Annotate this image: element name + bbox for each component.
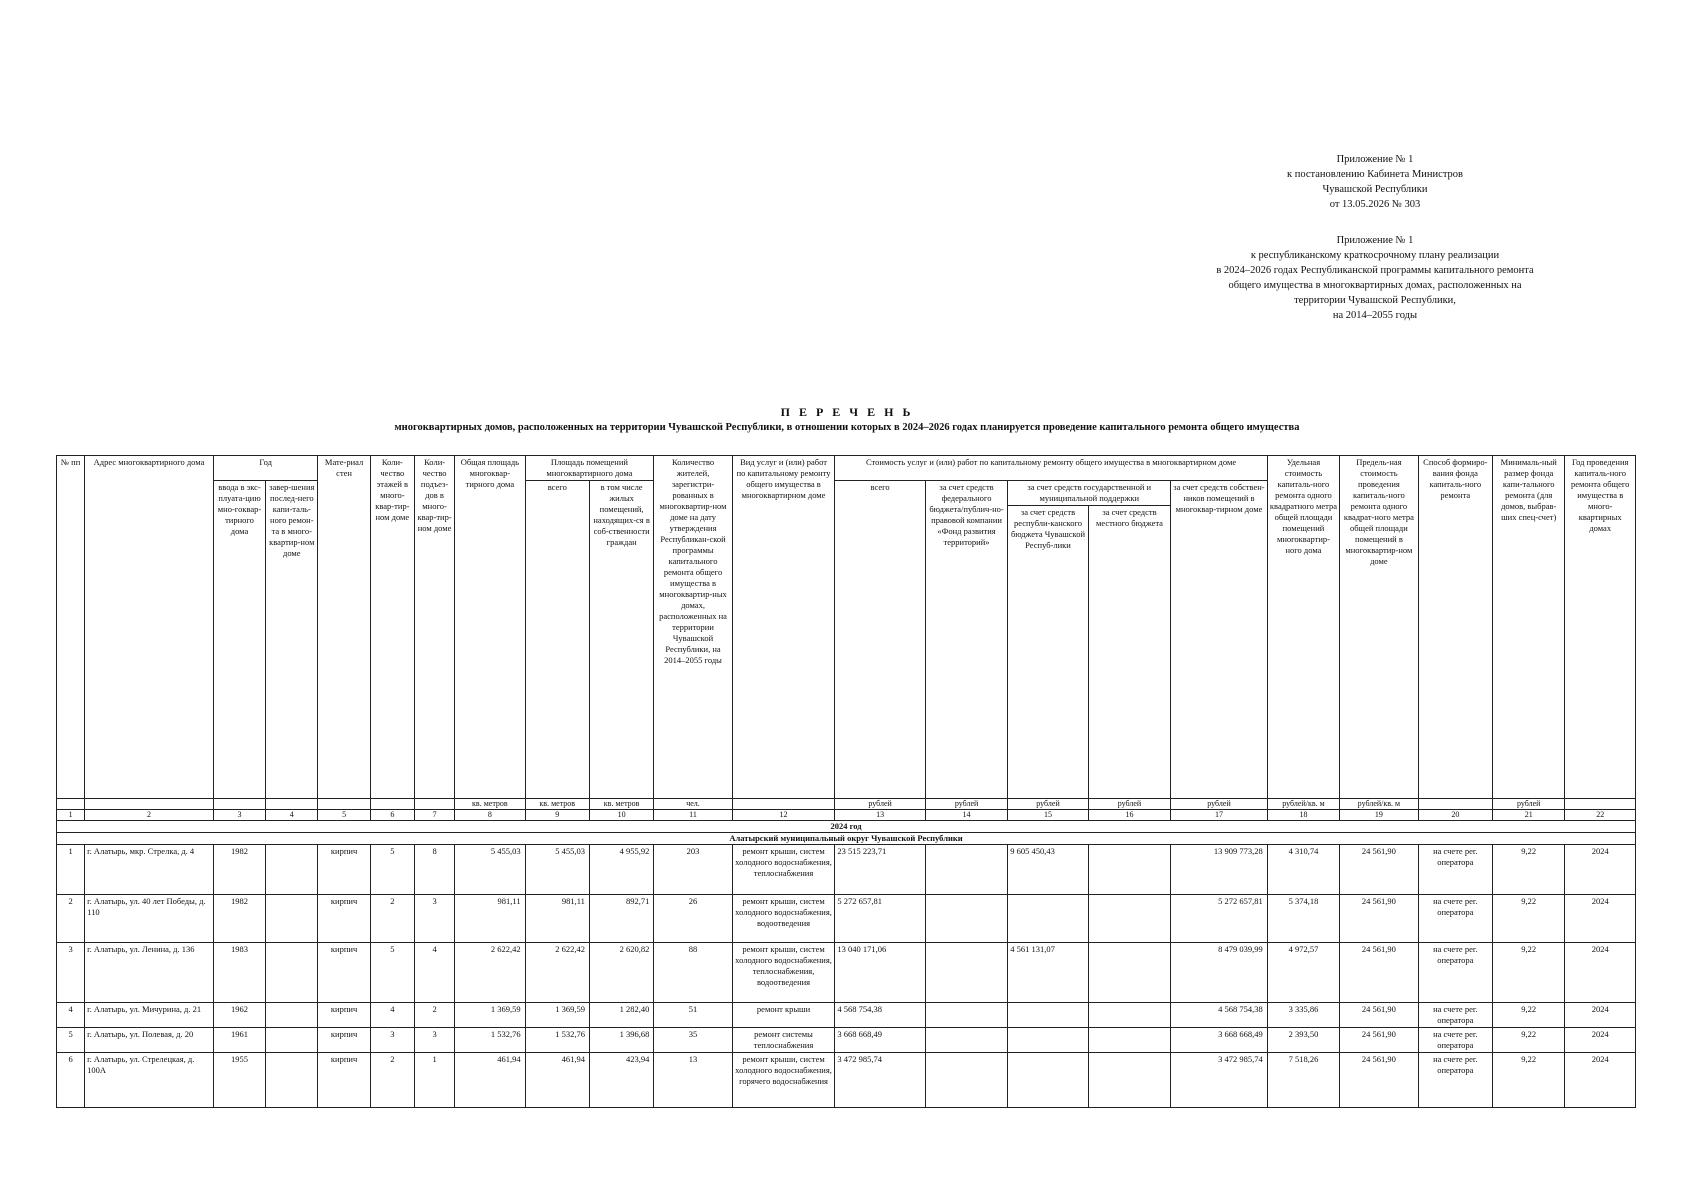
- column-number: 18: [1267, 810, 1339, 821]
- column-numbers-row: [57, 810, 1636, 821]
- header-premises-area: Площадь помещений многоквартирного дома: [525, 456, 654, 481]
- row-work-type: ремонт крыши, систем холодного водоснабжения, теплоснабжения, водоотведения: [732, 943, 835, 1003]
- row-cost-federal: [925, 1053, 1007, 1108]
- row-fund-method: на счете рег. оператора: [1418, 1028, 1492, 1053]
- header-address: Адрес многоквартирного дома: [85, 456, 214, 799]
- year-section-row: [57, 821, 1636, 833]
- appendix1-line: Чувашской Республики: [1322, 184, 1428, 195]
- header-cost-owners: за счет средств собствен-ников помещений в многоквар-тирном доме: [1171, 481, 1268, 799]
- appendix2-line: к республиканскому краткосрочному плану реализации: [1250, 250, 1500, 261]
- row-cost-local: [1088, 895, 1170, 943]
- row-premises-residential: 892,71: [589, 895, 653, 943]
- row-fund-method: на счете рег. оператора: [1418, 1003, 1492, 1028]
- header-num: № пп: [57, 456, 85, 799]
- row-work-type: ремонт крыши, систем холодного водоснабжения, водоотведения: [732, 895, 835, 943]
- unit-cost-federal: рублей: [925, 799, 1007, 810]
- row-unit-cost: 4 310,74: [1267, 845, 1339, 895]
- appendix-to-plan: [1150, 233, 1600, 323]
- row-total-area: 981,11: [455, 895, 525, 943]
- row-floors: 5: [370, 943, 414, 1003]
- row-max-cost: 24 561,90: [1340, 1028, 1418, 1053]
- header-cost: Стоимость услуг и (или) работ по капитальному ремонту общего имущества в многоквартирном доме: [835, 456, 1267, 481]
- column-number: 21: [1493, 810, 1565, 821]
- row-cost-local: [1088, 943, 1170, 1003]
- header-cost-federal: за счет средств федерального бюджета/публич-но-правовой компании «Фонд развития территорий»: [925, 481, 1007, 799]
- column-number: 9: [525, 810, 589, 821]
- column-number: 10: [589, 810, 653, 821]
- row-wall-material: кирпич: [318, 1053, 370, 1108]
- column-number: 8: [455, 810, 525, 821]
- column-number: 16: [1088, 810, 1170, 821]
- row-max-cost: 24 561,90: [1340, 895, 1418, 943]
- row-floors: 2: [370, 1053, 414, 1108]
- row-year-last-repair: [266, 943, 318, 1003]
- row-cost-federal: [925, 845, 1007, 895]
- row-cost-owners: 8 479 039,99: [1171, 943, 1268, 1003]
- column-number: 2: [85, 810, 214, 821]
- appendix2-line: на 2014–2055 годы: [1332, 310, 1418, 321]
- header-residents: Количество жителей, зарегистри-рованных в многоквартир-ном доме на дату утверждения Республикан-ской программы капитального ремонта общего имущества в многоквартир-ных домах, расположенных на территории Чувашской Республики, на 2014–2055 годы: [654, 456, 732, 799]
- row-unit-cost: 4 972,57: [1267, 943, 1339, 1003]
- row-cost-total: 3 668 668,49: [835, 1028, 926, 1053]
- row-fund-method: на счете рег. оператора: [1418, 895, 1492, 943]
- unit-cost-republic: рублей: [1008, 799, 1088, 810]
- row-cost-total: 5 272 657,81: [835, 895, 926, 943]
- row-cost-owners: 13 909 773,28: [1171, 845, 1268, 895]
- row-repair-year: 2024: [1565, 1053, 1636, 1108]
- row-year-built: 1982: [213, 845, 265, 895]
- header-entrances: Коли-чество подъез-дов в много-квар-тир-ном доме: [414, 456, 454, 799]
- appendix1-line: от 13.05.2026 № 303: [1329, 199, 1421, 210]
- header-total-area: Общая площадь многоквар-тирного дома: [455, 456, 525, 799]
- row-year-last-repair: [266, 1003, 318, 1028]
- row-floors: 2: [370, 895, 414, 943]
- row-cost-total: 3 472 985,74: [835, 1053, 926, 1108]
- row-unit-cost: 5 374,18: [1267, 895, 1339, 943]
- header-year: Год: [213, 456, 318, 481]
- table-row: [57, 1028, 1636, 1053]
- header-year-last-repair: завер-шения послед-него капи-таль-ного ремон-та в много-квартир-ном доме: [266, 481, 318, 799]
- row-max-cost: 24 561,90: [1340, 1053, 1418, 1108]
- row-cost-owners: 5 272 657,81: [1171, 895, 1268, 943]
- row-floors: 5: [370, 845, 414, 895]
- row-min-contribution: 9,22: [1493, 845, 1565, 895]
- header-year-built: ввода в экс-плуата-цию мно-гоквар-тирного дома: [213, 481, 265, 799]
- row-wall-material: кирпич: [318, 943, 370, 1003]
- district-section-row: [57, 833, 1636, 845]
- row-cost-federal: [925, 1028, 1007, 1053]
- row-premises-residential: 1 282,40: [589, 1003, 653, 1028]
- row-cost-owners: 3 668 668,49: [1171, 1028, 1268, 1053]
- row-entrances: 3: [414, 1028, 454, 1053]
- row-year-last-repair: [266, 845, 318, 895]
- appendix2-line: общего имущества в многоквартирных домах, расположенных на: [1228, 280, 1522, 291]
- year-section-label: 2024 год: [57, 821, 1636, 833]
- row-min-contribution: 9,22: [1493, 895, 1565, 943]
- row-residents: 203: [654, 845, 732, 895]
- row-cost-republic: 9 605 450,43: [1008, 845, 1088, 895]
- column-number: 6: [370, 810, 414, 821]
- row-premises-total: 5 455,03: [525, 845, 589, 895]
- row-repair-year: 2024: [1565, 845, 1636, 895]
- header-unit-cost: Удельная стоимость капиталь-ного ремонта одного квадратного метра общей площади помещений многоквартир-ного дома: [1267, 456, 1339, 799]
- row-unit-cost: 7 518,26: [1267, 1053, 1339, 1108]
- unit-cost-local: рублей: [1088, 799, 1170, 810]
- row-cost-republic: [1008, 1028, 1088, 1053]
- row-work-type: ремонт системы теплоснабжения: [732, 1028, 835, 1053]
- column-number: 13: [835, 810, 926, 821]
- unit-premises-residential: кв. метров: [589, 799, 653, 810]
- header-min-contribution: Минималь-ный размер фонда капи-тального ремонта (для домов, выбрав-ших спец-счет): [1493, 456, 1565, 799]
- row-cost-federal: [925, 943, 1007, 1003]
- column-number: 7: [414, 810, 454, 821]
- district-section-label: Алатырский муниципальный округ Чувашской Республики: [57, 833, 1636, 845]
- column-number: 15: [1008, 810, 1088, 821]
- row-cost-local: [1088, 1028, 1170, 1053]
- row-cost-total: 13 040 171,06: [835, 943, 926, 1003]
- row-premises-total: 981,11: [525, 895, 589, 943]
- appendix2-line: Приложение № 1: [1336, 235, 1414, 246]
- row-entrances: 2: [414, 1003, 454, 1028]
- row-entrances: 4: [414, 943, 454, 1003]
- row-min-contribution: 9,22: [1493, 1053, 1565, 1108]
- row-fund-method: на счете рег. оператора: [1418, 1053, 1492, 1108]
- row-cost-local: [1088, 1003, 1170, 1028]
- header-premises-total: всего: [525, 481, 589, 799]
- row-fund-method: на счете рег. оператора: [1418, 943, 1492, 1003]
- houses-register-table: [56, 455, 1636, 1108]
- header-cost-local: за счет средств местного бюджета: [1088, 506, 1170, 799]
- row-year-built: 1983: [213, 943, 265, 1003]
- header-repair-year: Год проведения капиталь-ного ремонта общего имущества в много-квартирных домах: [1565, 456, 1636, 799]
- unit-unit-cost: рублей/кв. м: [1267, 799, 1339, 810]
- row-fund-method: на счете рег. оператора: [1418, 845, 1492, 895]
- row-number: 6: [57, 1053, 85, 1108]
- row-year-built: 1955: [213, 1053, 265, 1108]
- row-work-type: ремонт крыши, систем холодного водоснабжения, горячего водоснабжения: [732, 1053, 835, 1108]
- table-row: [57, 1003, 1636, 1028]
- document-title: П Е Р Е Ч Е Н Ь: [780, 405, 914, 419]
- table-row: [57, 1053, 1636, 1108]
- row-year-last-repair: [266, 1053, 318, 1108]
- row-cost-republic: [1008, 895, 1088, 943]
- unit-residents: чел.: [654, 799, 732, 810]
- row-premises-residential: 4 955,92: [589, 845, 653, 895]
- column-number: 1: [57, 810, 85, 821]
- row-premises-total: 1 369,59: [525, 1003, 589, 1028]
- row-cost-local: [1088, 1053, 1170, 1108]
- units-row: [57, 799, 1636, 810]
- row-cost-federal: [925, 1003, 1007, 1028]
- row-address: г. Алатырь, ул. Ленина, д. 136: [85, 943, 214, 1003]
- unit-premises-total: кв. метров: [525, 799, 589, 810]
- header-cost-total: всего: [835, 481, 926, 799]
- row-cost-total: 23 515 223,71: [835, 845, 926, 895]
- row-total-area: 5 455,03: [455, 845, 525, 895]
- header-fund-method: Способ формиро-вания фонда капиталь-ного ремонта: [1418, 456, 1492, 799]
- row-total-area: 461,94: [455, 1053, 525, 1108]
- row-floors: 4: [370, 1003, 414, 1028]
- unit-max-cost: рублей/кв. м: [1340, 799, 1418, 810]
- column-number: 19: [1340, 810, 1418, 821]
- row-cost-local: [1088, 845, 1170, 895]
- column-number: 3: [213, 810, 265, 821]
- row-residents: 51: [654, 1003, 732, 1028]
- appendix1-line: к постановлению Кабинета Министров: [1287, 169, 1463, 180]
- row-wall-material: кирпич: [318, 1003, 370, 1028]
- row-repair-year: 2024: [1565, 895, 1636, 943]
- header-floors: Коли-чество этажей в много-квар-тир-ном доме: [370, 456, 414, 799]
- row-number: 5: [57, 1028, 85, 1053]
- row-total-area: 1 532,76: [455, 1028, 525, 1053]
- column-number: 17: [1171, 810, 1268, 821]
- row-unit-cost: 3 335,86: [1267, 1003, 1339, 1028]
- column-number: 11: [654, 810, 732, 821]
- row-residents: 26: [654, 895, 732, 943]
- row-number: 4: [57, 1003, 85, 1028]
- row-number: 1: [57, 845, 85, 895]
- row-work-type: ремонт крыши: [732, 1003, 835, 1028]
- row-residents: 35: [654, 1028, 732, 1053]
- row-cost-republic: 4 561 131,07: [1008, 943, 1088, 1003]
- header-work-type: Вид услуг и (или) работ по капитальному ремонту общего имущества в многоквартирном доме: [732, 456, 835, 799]
- row-cost-republic: [1008, 1003, 1088, 1028]
- row-year-built: 1962: [213, 1003, 265, 1028]
- column-number: 14: [925, 810, 1007, 821]
- row-entrances: 1: [414, 1053, 454, 1108]
- row-number: 2: [57, 895, 85, 943]
- row-cost-total: 4 568 754,38: [835, 1003, 926, 1028]
- row-wall-material: кирпич: [318, 895, 370, 943]
- row-cost-federal: [925, 895, 1007, 943]
- row-premises-total: 2 622,42: [525, 943, 589, 1003]
- row-cost-owners: 3 472 985,74: [1171, 1053, 1268, 1108]
- row-premises-residential: 423,94: [589, 1053, 653, 1108]
- row-premises-residential: 1 396,68: [589, 1028, 653, 1053]
- row-total-area: 1 369,59: [455, 1003, 525, 1028]
- row-number: 3: [57, 943, 85, 1003]
- table-row: [57, 943, 1636, 1003]
- row-entrances: 8: [414, 845, 454, 895]
- appendix2-line: в 2024–2026 годах Республиканской программы капитального ремонта: [1216, 265, 1534, 276]
- row-wall-material: кирпич: [318, 1028, 370, 1053]
- header-row: [57, 456, 1636, 481]
- unit-min-contribution: рублей: [1493, 799, 1565, 810]
- row-entrances: 3: [414, 895, 454, 943]
- row-residents: 88: [654, 943, 732, 1003]
- header-cost-republic: за счет средств республи-канского бюджета Чувашской Респуб-лики: [1008, 506, 1088, 799]
- row-address: г. Алатырь, ул. Мичурина, д. 21: [85, 1003, 214, 1028]
- row-residents: 13: [654, 1053, 732, 1108]
- row-floors: 3: [370, 1028, 414, 1053]
- row-year-built: 1982: [213, 895, 265, 943]
- appendix-to-resolution: [1250, 152, 1500, 212]
- header-wall-material: Мате-риал стен: [318, 456, 370, 799]
- row-repair-year: 2024: [1565, 1003, 1636, 1028]
- appendix1-line: Приложение № 1: [1336, 154, 1414, 165]
- table-row: [57, 845, 1636, 895]
- document-subtitle: многоквартирных домов, расположенных на территории Чувашской Республики, в отношении которых в 2024–2026 годах планируется проведение капитального ремонта общего имущества: [394, 422, 1300, 433]
- appendix2-line: территории Чувашской Республики,: [1294, 295, 1456, 306]
- unit-total-area: кв. метров: [455, 799, 525, 810]
- header-premises-residential: в том числе жилых помещений, находящих-ся в соб-ственности граждан: [589, 481, 653, 799]
- row-premises-total: 1 532,76: [525, 1028, 589, 1053]
- row-max-cost: 24 561,90: [1340, 845, 1418, 895]
- row-max-cost: 24 561,90: [1340, 943, 1418, 1003]
- column-number: 20: [1418, 810, 1492, 821]
- header-cost-state-support: за счет средств государственной и муниципальной поддержки: [1008, 481, 1171, 506]
- row-min-contribution: 9,22: [1493, 1003, 1565, 1028]
- row-premises-total: 461,94: [525, 1053, 589, 1108]
- row-wall-material: кирпич: [318, 845, 370, 895]
- row-min-contribution: 9,22: [1493, 1028, 1565, 1053]
- row-unit-cost: 2 393,50: [1267, 1028, 1339, 1053]
- row-year-built: 1961: [213, 1028, 265, 1053]
- column-number: 22: [1565, 810, 1636, 821]
- row-cost-owners: 4 568 754,38: [1171, 1003, 1268, 1028]
- row-work-type: ремонт крыши, систем холодного водоснабжения, теплоснабжения: [732, 845, 835, 895]
- row-address: г. Алатырь, мкр. Стрелка, д. 4: [85, 845, 214, 895]
- column-number: 5: [318, 810, 370, 821]
- unit-cost-total: рублей: [835, 799, 926, 810]
- row-address: г. Алатырь, ул. Полевая, д. 20: [85, 1028, 214, 1053]
- row-max-cost: 24 561,90: [1340, 1003, 1418, 1028]
- row-address: г. Алатырь, ул. Стрелецкая, д. 100А: [85, 1053, 214, 1108]
- row-repair-year: 2024: [1565, 1028, 1636, 1053]
- row-address: г. Алатырь, ул. 40 лет Победы, д. 110: [85, 895, 214, 943]
- column-number: 12: [732, 810, 835, 821]
- row-repair-year: 2024: [1565, 943, 1636, 1003]
- column-number: 4: [266, 810, 318, 821]
- row-total-area: 2 622,42: [455, 943, 525, 1003]
- row-cost-republic: [1008, 1053, 1088, 1108]
- row-year-last-repair: [266, 895, 318, 943]
- row-min-contribution: 9,22: [1493, 943, 1565, 1003]
- table-row: [57, 895, 1636, 943]
- unit-cost-owners: рублей: [1171, 799, 1268, 810]
- row-premises-residential: 2 620,82: [589, 943, 653, 1003]
- header-max-cost: Предель-ная стоимость проведения капиталь-ного ремонта одного квадрат-ного метра общей площади помещений в многоквартир-ном доме: [1340, 456, 1418, 799]
- row-year-last-repair: [266, 1028, 318, 1053]
